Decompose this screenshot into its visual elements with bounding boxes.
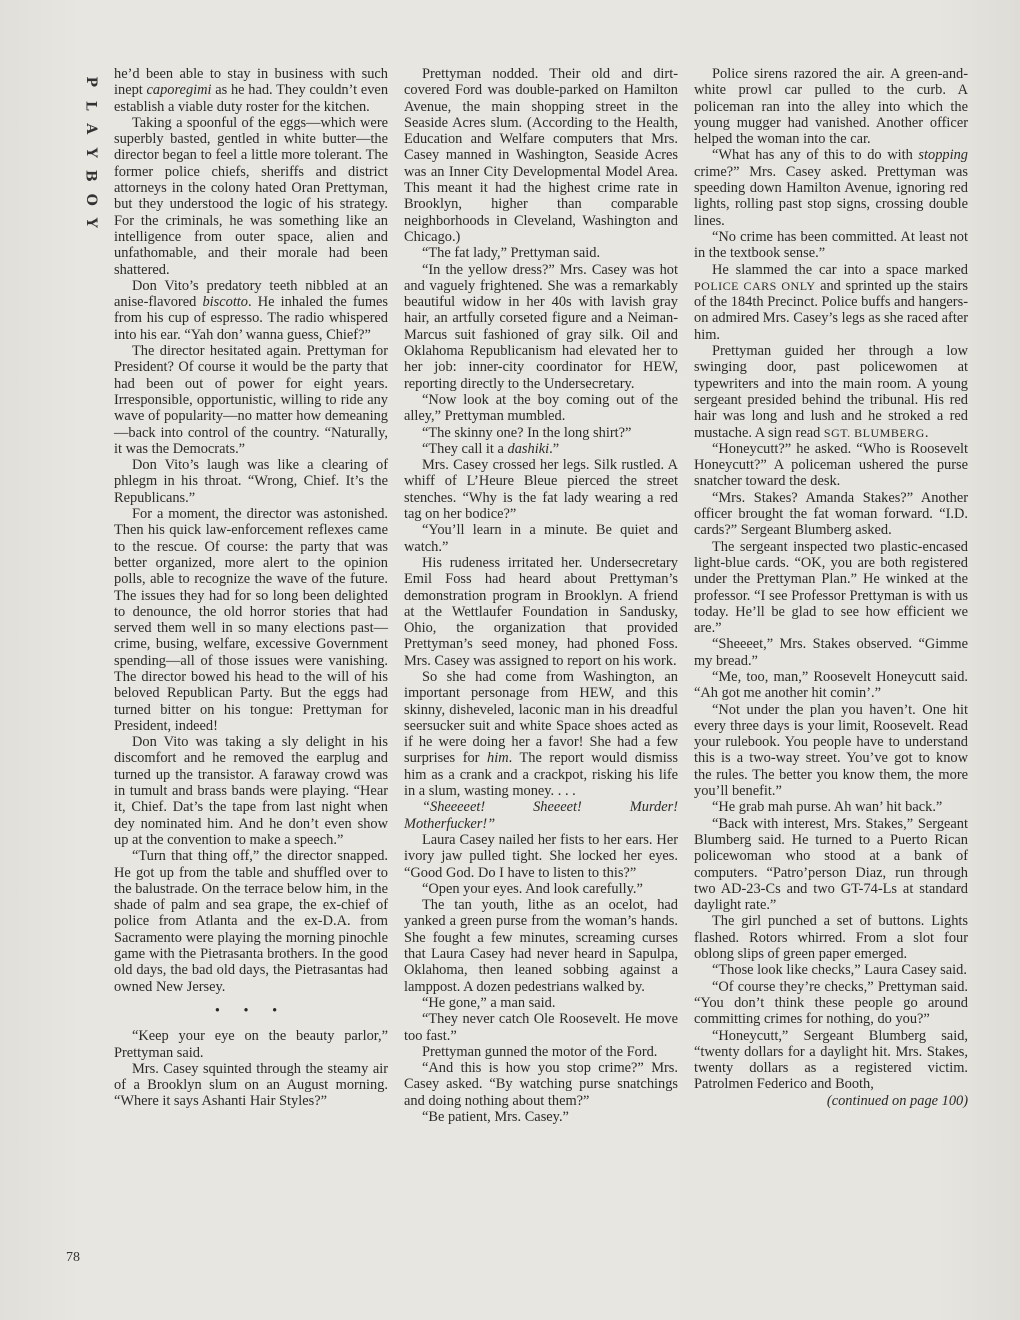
paragraph: Don Vito was taking a sly delight in his discomfort and he removed the earplug and turned up the transistor. A faraway crowd was in tumult and brass bands were playing. “Hear it, Chief. Dat’s the tape from last night when dey nominated him. And he don’t even show up at the convention to make a speech.”	[114, 734, 388, 848]
paragraph: The girl punched a set of buttons. Lights flashed. Rotors whirred. From a slot four oblong slips of green paper emerged.	[694, 913, 968, 963]
paragraph: “He grab mah purse. Ah wan’ hit back.”	[712, 799, 943, 816]
text-column-3	[694, 66, 968, 1109]
paragraph: “They call it a dashiki.”	[422, 440, 560, 457]
section-break: • • •	[214, 1002, 288, 1019]
text-column-2	[404, 66, 678, 1125]
masthead-letter: Y	[82, 147, 99, 158]
paragraph: “Mrs. Stakes? Amanda Stakes?” Another officer brought the fat woman forward. “I.D. cards?” Sergeant Blumberg asked.	[694, 489, 968, 539]
paragraph: “You’ll learn in a minute. Be quiet and watch.”	[404, 522, 678, 555]
paragraph: “Keep your eye on the beauty parlor,” Prettyman said.	[114, 1028, 388, 1061]
paragraph: “In the yellow dress?” Mrs. Casey was hot and vaguely frightened. She was a remarkably beautiful widow in her 40s with lavish gray hair, an artfully corseted figure and a Neiman-Marcus suit fashioned of gray silk. Oil and Oklahoma Republicanism had elevated her to her job: inner-city coordinator for HEW, reporting directly to the Undersecretary.	[404, 261, 678, 392]
paragraph: Prettyman nodded. Their old and dirt-covered Ford was double-parked on Hamilton Avenue, the main shopping street in the Seaside Acres slum. (According to the Health, Education and Welfare computers that Mrs. Casey manned in Washington, Seaside Acres was an Inner City Developmental Model Area. This meant it had the highest crime rate in Brooklyn, higher than comparable neighborhoods in Cleveland, Washington and Chicago.)	[404, 66, 678, 245]
paragraph: “Now look at the boy coming out of the alley,” Prettyman mumbled.	[404, 391, 678, 425]
masthead-playboy	[78, 70, 102, 235]
paragraph: “What has any of this to do with stopping crime?” Mrs. Casey asked. Prettyman was speeding down Hamilton Avenue, ignoring red lights, rolling past stop signs, crossing double lines.	[694, 147, 968, 229]
paragraph: “Not under the plan you haven’t. One hit every three days is your limit, Roosevelt. Read your rulebook. You people have to understand this is a two-way street. You’ve got to know the rules. The better you know them, the more you’ll benefit.”	[694, 701, 968, 800]
paragraph: “They never catch Ole Roosevelt. He move too fast.”	[404, 1011, 678, 1044]
masthead-letter: Y	[82, 217, 99, 228]
paragraph: Police sirens razored the air. A green-and-white prowl car pulled to the curb. A policeman ran into the alley into which the young mugger had vanished. Another officer helped the woman into the car.	[694, 66, 968, 148]
paragraph: His rudeness irritated her. Undersecretary Emil Foss had heard about Prettyman’s demonstration program in Brooklyn. A friend at the Wettlaufer Foundation in Sandusky, Ohio, the organization that provided Prettyman’s seed money, had phoned Foss. Mrs. Casey was assigned to report on his work.	[404, 554, 678, 669]
paragraph: “No crime has been committed. At least not in the textbook sense.”	[694, 228, 968, 262]
paragraph: “Me, too, man,” Roosevelt Honeycutt said. “Ah got me another hit comin’.”	[694, 668, 968, 702]
paragraph: “Honeycutt?” he asked. “Who is Roosevelt Honeycutt?” A policeman ushered the purse snatcher toward the desk.	[694, 440, 968, 490]
paragraph: “Turn that thing off,” the director snapped. He got up from the table and shuffled over to the balustrade. On the terrace below him, in the shade of palm and sea grape, the ex-chief of police from Atlanta and the ex-D.A. from Sacramento were playing the morning pinochle game with the Pietrasanta brothers. In the good old days, the bad old days, the Pietrasantas had owned New Jersey.	[114, 848, 388, 995]
paragraph: Laura Casey nailed her fists to her ears. Her ivory jaw pulled tight. She locked her eyes. “Good God. Do I have to listen to this?”	[404, 831, 678, 881]
paragraph: “The skinny one? In the long shirt?”	[422, 424, 632, 441]
paragraph: So she had come from Washington, an important personage from HEW, and this skinny, disheveled, laconic man in his dreadful seersucker suit and white Space shoes acted as if he were doing her a favor! She had a few surprises for him. The report would dismiss him as a crank and a crackpot, risking his life in a slum, wasting money. . . .	[404, 668, 679, 800]
paragraph: Prettyman gunned the motor of the Ford.	[422, 1043, 658, 1060]
paragraph: “The fat lady,” Prettyman said.	[422, 245, 601, 262]
paragraph: The tan youth, lithe as an ocelot, had yanked a green purse from the woman’s hands. She fought a few minutes, screaming curses that Laura Casey had never heard in Sapulpa, Oklahoma, then leaned sobbing against a lamppost. A dozen pedestrians walked by.	[404, 897, 678, 995]
page-number: 78	[66, 1250, 80, 1265]
paragraph: “Honeycutt,” Sergeant Blumberg said, “twenty dollars for a daylight hit. Mrs. Stakes, twenty dollars as a registered victim. Patrolmen Federico and Booth,	[694, 1027, 968, 1093]
paragraph: Mrs. Casey squinted through the steamy air of a Brooklyn slum on an August morning. “Where it says Ashanti Hair Styles?”	[114, 1060, 388, 1110]
paragraph: The sergeant inspected two plastic-encased light-blue cards. “OK, you are both registered under the Prettyman Plan.” He winked at the professor. “I see Professor Prettyman is with us today. He’ll be glad to see how efficient we are.”	[694, 538, 968, 637]
paragraph: Prettyman guided her through a low swinging door, past policewomen at typewriters and into the main room. A young sergeant presided behind the tribunal. His red hair was long and lush and he stroked a red mustache. A sign read SGT. BLUMBERG.	[694, 343, 968, 441]
paragraph: Taking a spoonful of the eggs—which were superbly basted, gentled in white butter—the director began to feel a little more tolerant. The former police chiefs, sheriffs and district attorneys in the colony hated Oran Prettyman, but they understood the logic of his strategy. For the criminals, he was something like an intelligence from outer space, alien and unfathomable, and their morale had been shattered.	[114, 114, 388, 278]
paragraph: “Be patient, Mrs. Casey.”	[422, 1109, 569, 1125]
paragraph: Don Vito’s laugh was like a clearing of phlegm in his throat. “Wrong, Chief. It’s the Republicans.”	[114, 457, 388, 506]
paragraph: “Of course they’re checks,” Prettyman said. “You don’t think these people go around committing crimes for nothing, do you?”	[694, 978, 968, 1028]
paragraph: Mrs. Casey crossed her legs. Silk rustled. A whiff of L’Heure Bleue pierced the street stenches. “Why is the fat lady wearing a red tag on her bodice?”	[404, 457, 678, 523]
text-column-1	[114, 66, 388, 1110]
paragraph: Don Vito’s predatory teeth nibbled at an anise-flavored biscotto. He inhaled the fumes from his cup of espresso. The radio whispered into his ear. “Yah don’ wanna guess, Chief?”	[114, 277, 389, 343]
paragraph: He slammed the car into a space marked POLICE CARS ONLY and sprinted up the stairs of the 184th Precinct. Police buffs and hangers-on admired Mrs. Casey’s legs as she raced after him.	[694, 261, 968, 343]
paragraph: he’d been able to stay in business with such inept caporegimi as he had. They couldn’t even establish a viable duty roster for the kitchen.	[114, 66, 389, 115]
paragraph: “Those look like checks,” Laura Casey said.	[712, 962, 967, 979]
masthead-letter: A	[82, 123, 99, 135]
paragraph: “And this is how you stop crime?” Mrs. Casey asked. “By watching purse snatchings and doing nothing about them?”	[404, 1060, 678, 1109]
paragraph: “Sheeeet,” Mrs. Stakes observed. “Gimme my bread.”	[694, 636, 968, 669]
masthead-letter: P	[82, 76, 99, 88]
continued-note: (continued on page 100)	[826, 1092, 968, 1109]
paragraph: “Open your eyes. And look carefully.”	[422, 880, 643, 897]
masthead-letter: B	[82, 169, 99, 182]
paragraph: “He gone,” a man said.	[422, 994, 556, 1011]
masthead-letter: O	[82, 193, 99, 206]
paragraph: “Back with interest, Mrs. Stakes,” Sergeant Blumberg said. He turned to a Puerto Rican policewoman who stood at a bank of computers. “Patro’person Diaz, run through two AD-23-Cs and two GT-74-Ls at standard daylight rate.”	[694, 815, 968, 914]
masthead-letter: L	[82, 100, 99, 111]
paragraph: For a moment, the director was astonished. Then his quick law-enforcement reflexes came to the rescue. Of course: the party that was better organized, more alert to the opinion polls, able to recognize the wave of the future. The issues they had for so long been delighted to denounce, the old horror stories that had served them well in so many elections past—crime, busing, welfare, excessive Government spending—all of those issues were vanishing. The director bowed his head to the will of his beloved Republican Party. But the eggs had turned bitter on his tongue: Prettyman for President, indeed!	[114, 506, 388, 734]
paragraph: The director hesitated again. Prettyman for President? Of course it would be the party that had been out of power for eight years. Irresponsible, opportunistic, willing to ride any wave of popularity—no matter how demeaning—back into control of the country. “Naturally, it was the Democrats.”	[114, 343, 388, 457]
paragraph: “Sheeeeet! Sheeeet! Murder! Motherfucker!”	[404, 799, 678, 832]
